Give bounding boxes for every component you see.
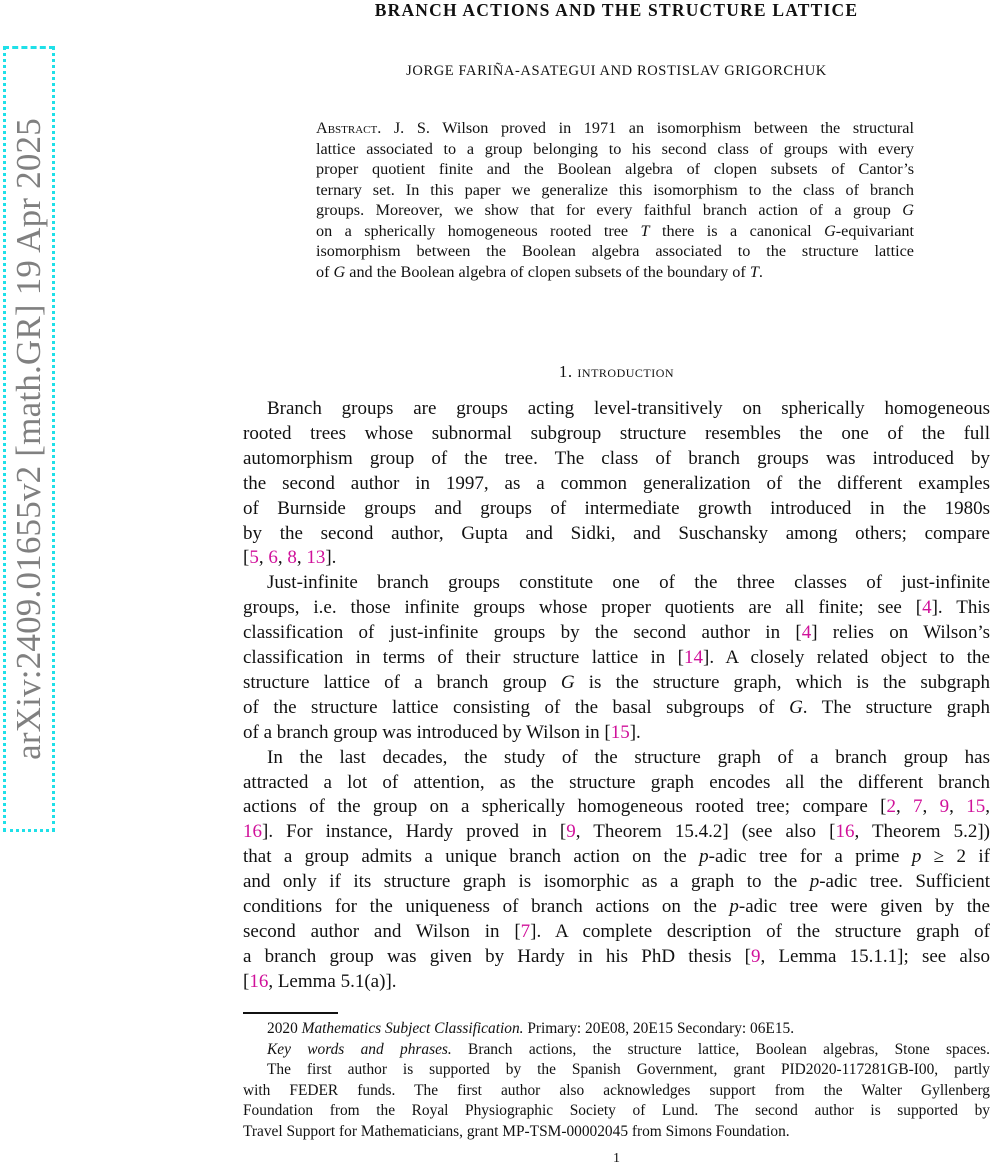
text-run: ternary set. In this paper we generalize this isomorphism to the class of branch [316, 180, 914, 199]
body-line [243, 871, 990, 896]
text-run: The first author is supported by the Spanish Government, grant PID2020-117281GB-I00, partly [267, 1061, 990, 1079]
text-run: ]. [325, 547, 337, 569]
citation-link[interactable]: 14 [684, 647, 704, 668]
line-text [243, 896, 990, 917]
text-run: that a group admits a unique branch action on the [243, 846, 700, 868]
line-text [316, 242, 914, 260]
body-line [243, 896, 990, 921]
text-run: automorphism group of the tree. The class of branch groups was introduced by [243, 447, 990, 469]
line-text [243, 921, 990, 942]
citation-link[interactable]: 9 [566, 821, 576, 843]
citation-link[interactable]: 9 [751, 945, 761, 967]
line-text [267, 572, 990, 593]
text-run: . [758, 262, 763, 281]
footnotes-line [243, 1020, 990, 1038]
text-run: ≥ 2 if [921, 846, 990, 868]
body-line [243, 971, 990, 993]
text-run: of Burnside groups and groups of intermediate growth introduced in the 1980s [243, 497, 990, 519]
line-text [243, 647, 990, 668]
line-text [243, 423, 990, 444]
text-run: , [258, 547, 269, 569]
arxiv-identifier: arXiv:2409.01655v2 [math.GR] 19 Apr 2025 [9, 118, 48, 760]
line-text [243, 846, 990, 867]
text-run: of the structure lattice consisting of the basal subgroups of [243, 696, 790, 718]
body-line [243, 448, 990, 473]
text-run: -equivariant [835, 221, 914, 240]
body-line [243, 473, 990, 498]
text-run: -adic tree for a prime [708, 846, 912, 868]
citation-link[interactable]: 8 [287, 547, 297, 569]
line-text [243, 871, 990, 892]
footnotes-line [243, 1061, 990, 1081]
line-text [243, 672, 990, 693]
citation-link[interactable]: 4 [801, 622, 812, 644]
text-run: on a spherically homogeneous rooted tree [316, 221, 641, 240]
text-run: Branch groups are groups acting level-transitively on spherically homogeneous [267, 398, 990, 419]
line-text [243, 547, 336, 568]
line-text [243, 523, 990, 544]
text-run: groups. Moreover, we show that for every faithful branch action of a group [316, 201, 903, 219]
abstract-line [316, 201, 914, 222]
text-run: , Lemma 15.1.1]; see also [760, 945, 990, 967]
citation-link[interactable]: 16 [249, 970, 269, 992]
math-or-italic: T [640, 221, 650, 240]
line-text [316, 201, 914, 219]
text-run: [ [243, 970, 250, 992]
text-run: ] relies on Wilson’s [811, 622, 990, 644]
abstract-line [316, 119, 914, 140]
text-run: , [296, 547, 307, 569]
body-line [243, 697, 990, 722]
line-text [243, 946, 990, 967]
abstract-line [316, 181, 914, 202]
text-run: [ [243, 547, 250, 569]
body-line [243, 647, 990, 672]
text-run: lattice associated to a group belonging to his second class of groups with every [316, 139, 914, 158]
math-or-italic: G [789, 696, 803, 718]
abstract-line [316, 160, 914, 181]
citation-link[interactable]: 7 [520, 920, 531, 942]
math-or-italic: Key words and phrases. [267, 1040, 452, 1058]
body-line [243, 747, 990, 772]
body-line [243, 921, 990, 946]
math-or-italic: G [560, 671, 575, 693]
footnotes-line [243, 1041, 990, 1061]
text-run: and only if its structure graph is isomorphic as a graph to the [243, 871, 810, 893]
line-text [243, 1123, 790, 1140]
line-text [243, 1082, 990, 1099]
line-text [243, 971, 397, 992]
body-line [243, 523, 990, 548]
body-line [243, 423, 990, 448]
text-run: Primary: 20E08, 20E15 Secondary: 06E15. [523, 1020, 795, 1037]
citation-link[interactable]: 6 [268, 547, 278, 569]
text-run: of a branch group was introduced by Wilson in [ [243, 721, 611, 743]
text-run: , Theorem 15.4.2] (see also [ [575, 821, 836, 843]
text-run: ]. A closely related object to the [703, 647, 990, 668]
text-run: isomorphism between the Boolean algebra associated to the structure lattice [316, 242, 914, 260]
text-run: of [316, 262, 334, 281]
text-run: Foundation from the Royal Physiographic Society of Lund. The second author is supported by [243, 1102, 990, 1120]
text-run: conditions for the uniqueness of branch actions on the [243, 896, 730, 917]
text-run: -adic tree. Sufficient [819, 871, 990, 893]
body-line [243, 572, 990, 597]
text-run: with FEDER funds. The first author also acknowledges support from the Walter Gyllenberg [243, 1081, 990, 1099]
text-run: 2020 [267, 1020, 302, 1037]
footnotes-line [243, 1102, 990, 1122]
line-text [243, 448, 990, 469]
page-number: 1 [613, 1151, 620, 1166]
text-run: , [922, 796, 940, 818]
footnotes-line [243, 1123, 990, 1141]
text-run: a branch group was given by Hardy in his PhD thesis [ [243, 945, 752, 967]
body-line [243, 821, 990, 846]
line-text [243, 1102, 990, 1119]
text-run: -adic tree were given by the [738, 896, 990, 917]
text-run: ]. This [931, 597, 990, 619]
line-text [243, 597, 990, 618]
math-or-italic: Mathematics Subject Classification. [301, 1020, 524, 1037]
abstract-line [316, 263, 914, 282]
math-or-italic: G [824, 221, 836, 240]
text-run: by the second author, Gupta and Sidki, and Suschansky among others; compare [243, 522, 990, 544]
text-run: the second author in 1997, as a common generalization of the different examples [243, 472, 990, 494]
line-text [243, 498, 990, 519]
body-line [243, 796, 990, 821]
body-line [243, 547, 990, 569]
citation-link[interactable]: 4 [922, 597, 932, 619]
text-run: attracted a lot of attention, as the structure graph encodes all the different branch [243, 771, 990, 793]
line-text [243, 622, 990, 643]
line-text [267, 398, 990, 419]
body-line [243, 722, 990, 744]
text-run: , [949, 796, 967, 818]
text-run: In the last decades, the study of the structure graph of a branch group has [267, 746, 990, 768]
citation-link[interactable]: 7 [913, 796, 923, 818]
math-or-italic: p [911, 846, 922, 868]
citation-link[interactable]: 13 [306, 547, 326, 569]
body-line [243, 597, 990, 622]
citation-link[interactable]: 16 [835, 821, 855, 843]
citation-link[interactable]: 15 [966, 796, 986, 818]
line-text [316, 263, 763, 281]
footnote-rule [243, 1012, 338, 1014]
line-text [267, 1061, 990, 1078]
footnotes-line [243, 1082, 990, 1102]
abstract-line [316, 242, 914, 263]
line-text [316, 181, 914, 199]
text-run: second author and Wilson in [ [243, 920, 521, 942]
text-run: structure lattice of a branch group [243, 671, 561, 693]
small-caps-label: Abstract. [316, 119, 382, 137]
paper-title: BRANCH ACTIONS AND THE STRUCTURE LATTICE [374, 0, 859, 20]
body-line [243, 846, 990, 871]
section-heading: 1. introduction [558, 362, 675, 381]
math-or-italic: p [699, 846, 709, 868]
text-run: , Lemma 5.1(a)]. [268, 970, 397, 992]
line-text [267, 1020, 794, 1037]
text-run: Travel Support for Mathematicians, grant MP-TSM-00002045 from Simons Foundation. [243, 1123, 790, 1140]
line-text [316, 160, 914, 178]
body-line [243, 946, 990, 971]
abstract-line [316, 222, 914, 243]
text-run: Branch actions, the structure lattice, Boolean algebras, Stone spaces. [451, 1040, 990, 1058]
text-run: , [895, 796, 914, 818]
citation-link[interactable]: 15 [610, 721, 630, 743]
citation-link[interactable]: 2 [886, 796, 896, 818]
text-run: groups, i.e. those infinite groups whose proper quotients are all finite; see [ [243, 597, 923, 619]
body-line [243, 672, 990, 697]
abstract-line [316, 140, 914, 161]
math-or-italic: G [333, 262, 346, 281]
line-text [316, 119, 914, 137]
line-text [243, 772, 990, 793]
text-run: and the Boolean algebra of clopen subsets of the boundary of [345, 262, 750, 281]
line-text [267, 1041, 990, 1058]
line-text [243, 821, 990, 842]
text-run: , Theorem 5.2]) [854, 821, 990, 843]
line-text [243, 796, 990, 817]
citation-link[interactable]: 5 [249, 547, 259, 569]
text-run: Just-infinite branch groups constitute one of the three classes of just-infinite [267, 572, 990, 594]
text-run: , [985, 796, 990, 818]
citation-link[interactable]: 16 [243, 821, 262, 843]
body-line [243, 772, 990, 797]
text-run: ]. A complete description of the structure graph of [530, 920, 990, 942]
math-or-italic: T [749, 262, 759, 281]
text-run: classification in terms of their structure lattice in [ [243, 647, 685, 668]
line-text [267, 747, 990, 768]
math-or-italic: p [729, 896, 739, 917]
text-run: J. S. Wilson proved in 1971 an isomorphism between the structural [381, 119, 914, 137]
math-or-italic: G [902, 201, 914, 219]
text-run: is the structure graph, which is the subgraph [574, 671, 990, 693]
body-line [243, 398, 990, 423]
text-run: , [277, 547, 288, 569]
citation-link[interactable]: 9 [939, 796, 950, 818]
authors: JORGE FARIÑA-ASATEGUI AND ROSTISLAV GRIGORCHUK [406, 63, 827, 79]
line-text [316, 140, 914, 158]
text-run: ]. For instance, Hardy proved in [ [262, 821, 567, 843]
body-line [243, 622, 990, 647]
body-line [243, 498, 990, 523]
line-text [243, 473, 990, 494]
text-run: rooted trees whose subnormal subgroup structure resembles the one of the full [243, 422, 990, 444]
text-run: classification of just-infinite groups by the second author in [ [243, 622, 802, 644]
math-or-italic: p [809, 871, 820, 893]
text-run: . The structure graph [802, 696, 990, 718]
arxiv-stamp [3, 46, 55, 832]
line-text [243, 697, 990, 718]
text-run: proper quotient finite and the Boolean algebra of clopen subsets of Cantor’s [316, 160, 914, 178]
line-text [243, 722, 641, 743]
text-run: there is a canonical [649, 221, 825, 240]
text-run: ]. [629, 721, 641, 743]
line-text [316, 222, 914, 240]
text-run: actions of the group on a spherically homogeneous rooted tree; compare [ [243, 796, 887, 818]
